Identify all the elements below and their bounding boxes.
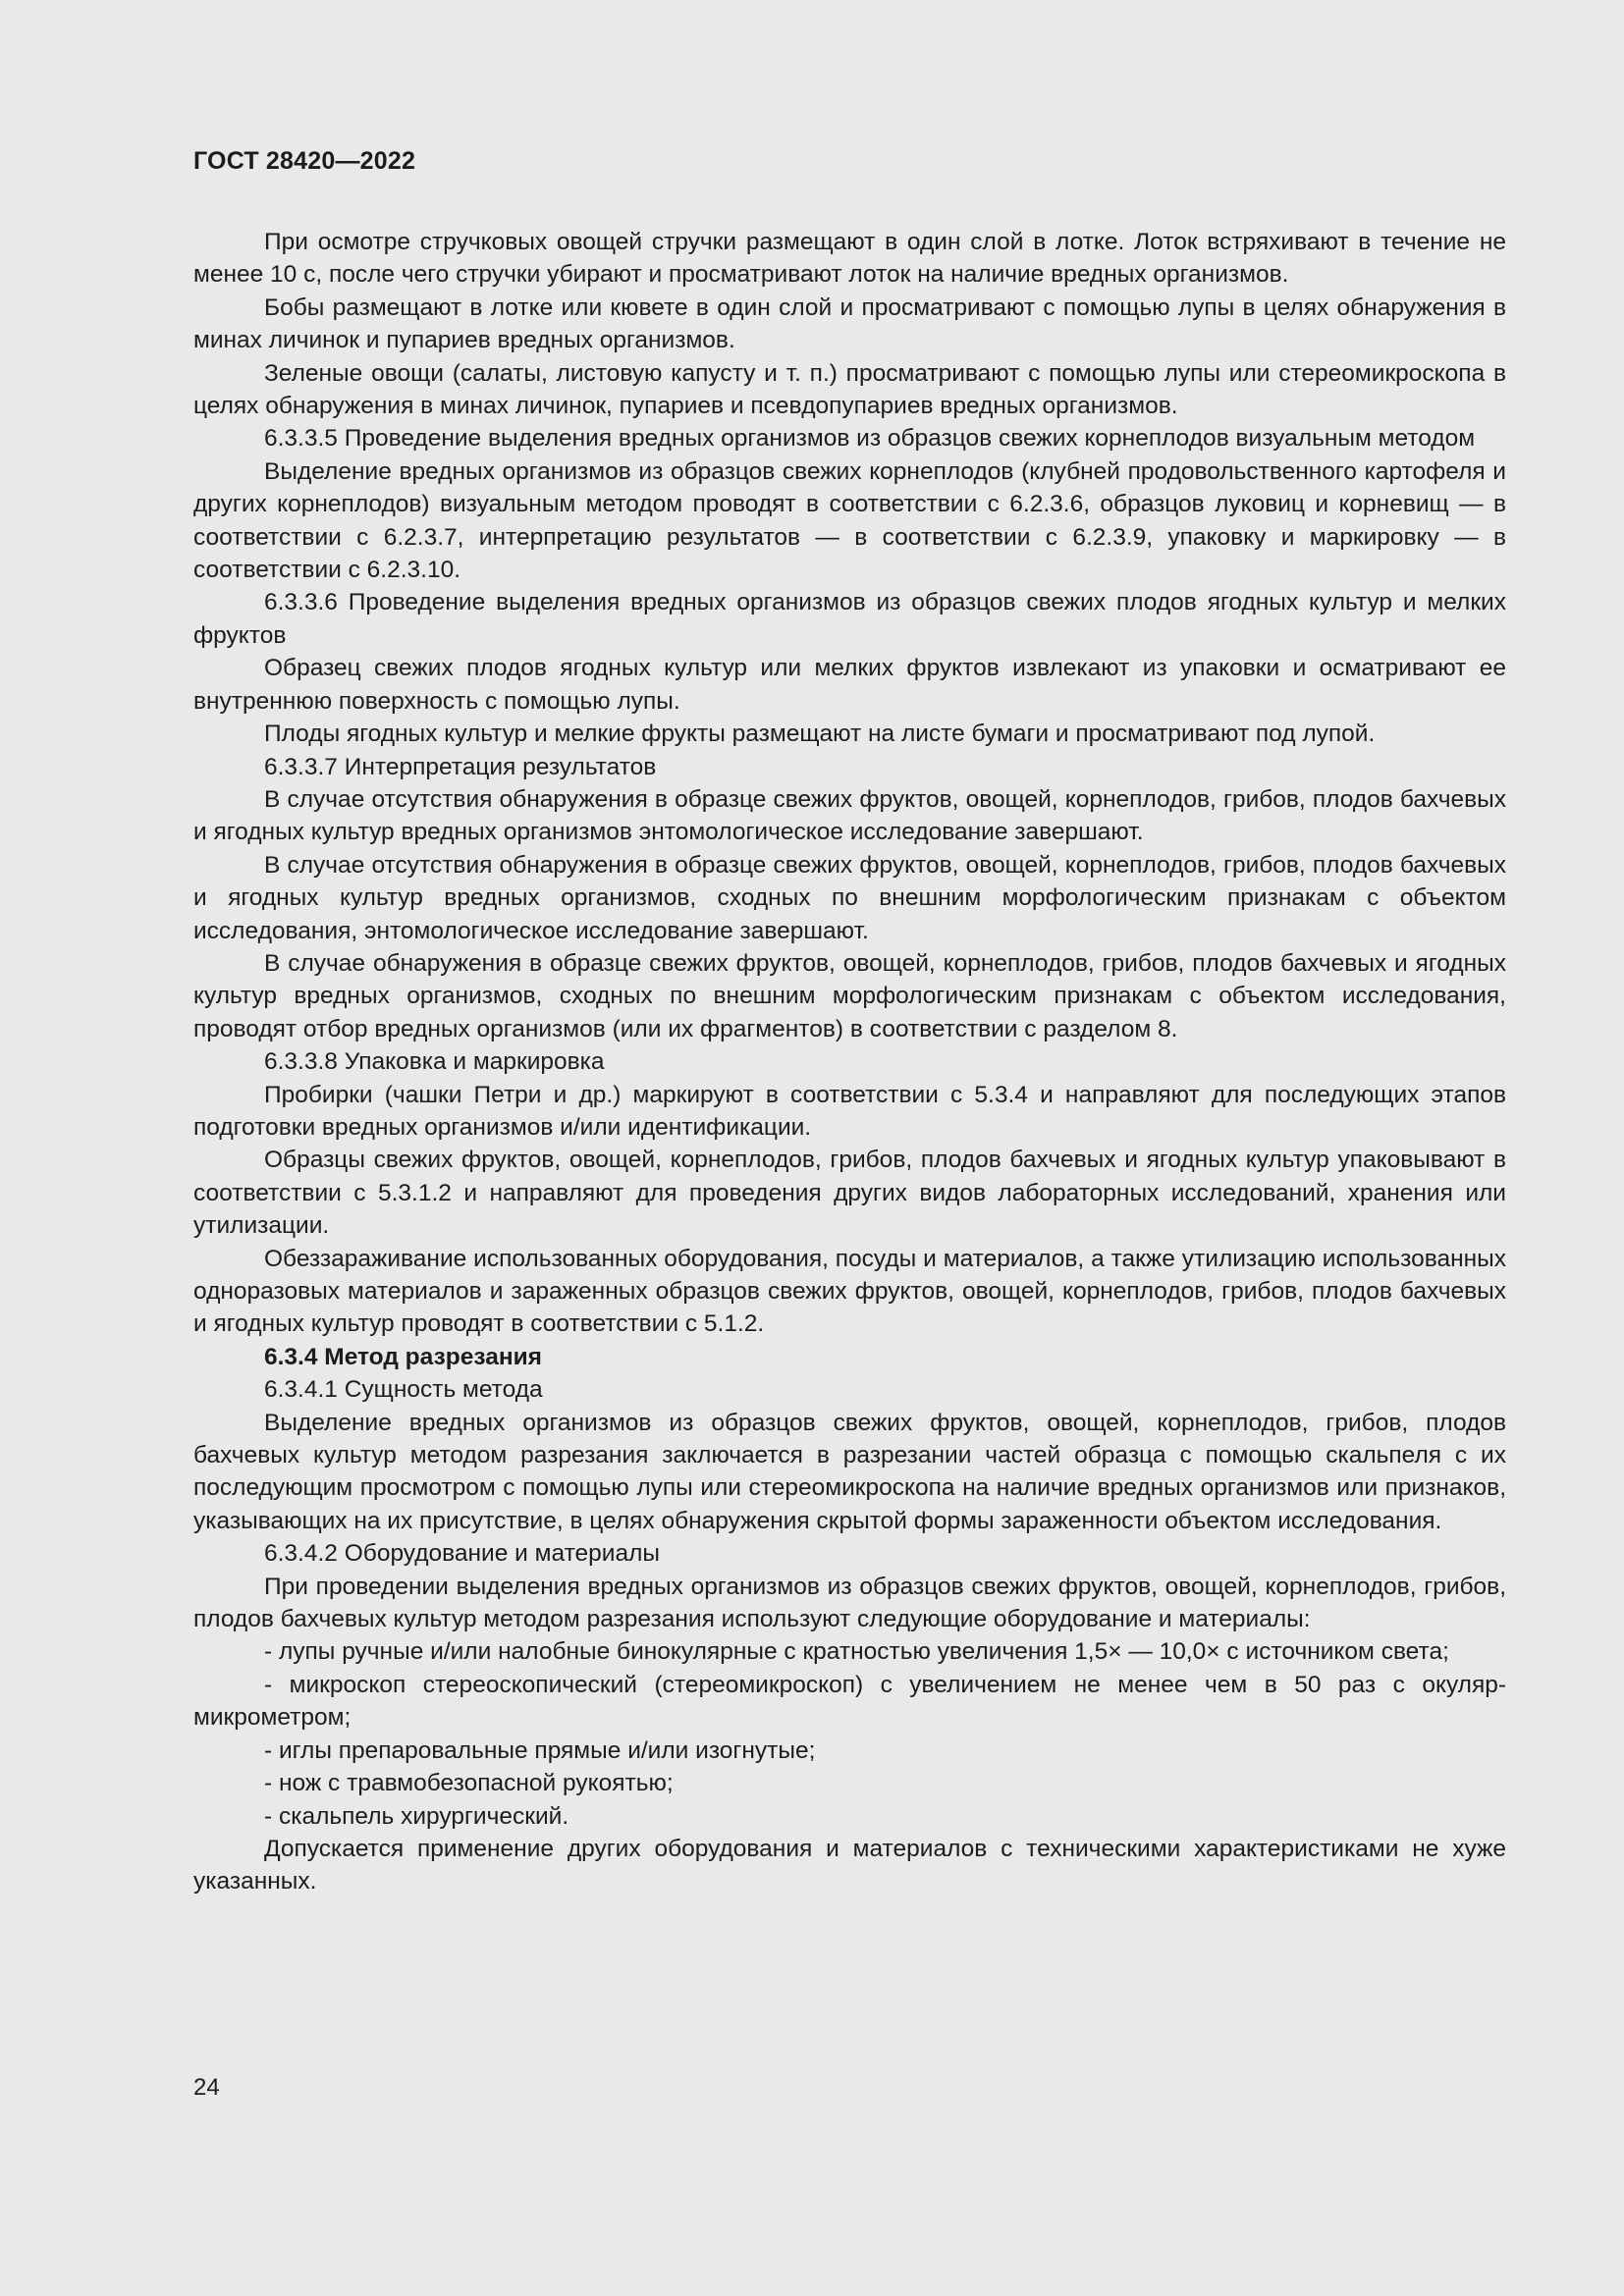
section-title: 6.3.4 Метод разрезания	[264, 1343, 542, 1370]
paragraph: Плоды ягодных культур и мелкие фрукты размещают на листе бумаги и просматривают под лупой.	[264, 721, 1376, 748]
document-header: ГОСТ 28420—2022	[193, 147, 416, 175]
list-item: - иглы препаровальные прямые и/или изогнутые;	[264, 1736, 816, 1764]
paragraph: При осмотре стручковых овощей стручки размещают в один слой в лотке. Лоток встряхивают в течение не менее 10 с, после чего стручки убирают и просматривают лоток на наличие вредных организмов.	[193, 229, 1506, 289]
paragraph: В случае отсутствия обнаружения в образце свежих фруктов, овощей, корнеплодов, грибов, плодов бахчевых и ягодных культур вредных организмов энтомологическое исследование завершают.	[193, 785, 1506, 846]
section-heading: 6.3.3.6 Проведение выделения вредных организмов из образцов свежих плодов ягодных культур и мелких фруктов	[193, 589, 1506, 649]
paragraph: Бобы размещают в лотке или кювете в один слой и просматривают с помощью лупы в целях обнаружения в минах личинок и пупариев вредных организмов.	[193, 294, 1506, 354]
paragraph: Пробирки (чашки Петри и др.) маркируют в соответствии с 5.3.4 и направляют для последующих этапов подготовки вредных организмов и/или идентификации.	[193, 1081, 1506, 1141]
paragraph: Образцы свежих фруктов, овощей, корнеплодов, грибов, плодов бахчевых и ягодных культур упаковывают в соответствии с 5.3.1.2 и направляют для проведения других видов лабораторных исследований, хранения или утилизации.	[193, 1147, 1506, 1240]
paragraph: В случае отсутствия обнаружения в образце свежих фруктов, овощей, корнеплодов, грибов, плодов бахчевых и ягодных культур вредных организмов, сходных по внешним морфологическим признакам с объектом исследования, энтомологическое исследование завершают.	[193, 851, 1506, 944]
list-item: - нож с травмобезопасной рукоятью;	[264, 1770, 674, 1797]
list-item: - микроскоп стереоскопический (стереомикроскоп) с увеличением не менее чем в 50 раз с окуляр-микрометром;	[193, 1671, 1506, 1732]
paragraph: Допускается применение других оборудования и материалов с техническими характеристиками не хуже указанных.	[193, 1835, 1506, 1896]
paragraph: Зеленые овощи (салаты, листовую капусту и т. п.) просматривают с помощью лупы или стереомикроскопа в целях обнаружения в минах личинок, пупариев и псевдопупариев вредных организмов.	[193, 359, 1506, 420]
body-text	[193, 226, 1506, 1898]
section-heading: 6.3.3.7 Интерпретация результатов	[264, 753, 657, 780]
section-heading: 6.3.4.1 Сущность метода	[264, 1376, 543, 1404]
list-item: - скальпель хирургический.	[264, 1802, 569, 1830]
section-heading: 6.3.3.5 Проведение выделения вредных организмов из образцов свежих корнеплодов визуальным методом	[264, 425, 1476, 453]
paragraph: В случае обнаружения в образце свежих фруктов, овощей, корнеплодов, грибов, плодов бахчевых и ягодных культур вредных организмов, сходных по внешним морфологическим признакам с объектом исследования, проводят отбор вредных организмов (или их фрагментов) в соответствии с разделом 8.	[193, 949, 1506, 1042]
section-heading: 6.3.3.8 Упаковка и маркировка	[264, 1048, 605, 1076]
paragraph: При проведении выделения вредных организмов из образцов свежих фруктов, овощей, корнеплодов, грибов, плодов бахчевых культур методом разрезания используют следующие оборудование и материалы:	[193, 1573, 1506, 1633]
paragraph: Обеззараживание использованных оборудования, посуды и материалов, а также утилизацию использованных одноразовых материалов и зараженных образцов свежих фруктов, овощей, корнеплодов, грибов, плодов бахчевых и ягодных культур проводят в соответствии с 5.1.2.	[193, 1245, 1506, 1338]
paragraph: Выделение вредных организмов из образцов свежих корнеплодов (клубней продовольственного картофеля и других корнеплодов) визуальным методом проводят в соответствии с 6.2.3.6, образцов луковиц и корневищ — в соответствии с 6.2.3.7, интерпретацию результатов — в соответствии с 6.2.3.9, упаковку и маркировку — в соответствии с 6.2.3.10.	[193, 457, 1506, 584]
paragraph: Образец свежих плодов ягодных культур или мелких фруктов извлекают из упаковки и осматривают ее внутреннюю поверхность с помощью лупы.	[193, 655, 1506, 715]
list-item: - лупы ручные и/или налобные бинокулярные с кратностью увеличения 1,5× — 10,0× с источником света;	[264, 1638, 1449, 1666]
paragraph: Выделение вредных организмов из образцов свежих фруктов, овощей, корнеплодов, грибов, плодов бахчевых культур методом разрезания заключается в разрезании частей образца с помощью скальпеля с их последующим просмотром с помощью лупы или стереомикроскопа на наличие вредных организмов или признаков, указывающих на их присутствие, в целях обнаружения скрытой формы зараженности объектом исследования.	[193, 1409, 1506, 1534]
section-heading: 6.3.4.2 Оборудование и материалы	[264, 1540, 661, 1568]
page-number: 24	[193, 2074, 220, 2101]
